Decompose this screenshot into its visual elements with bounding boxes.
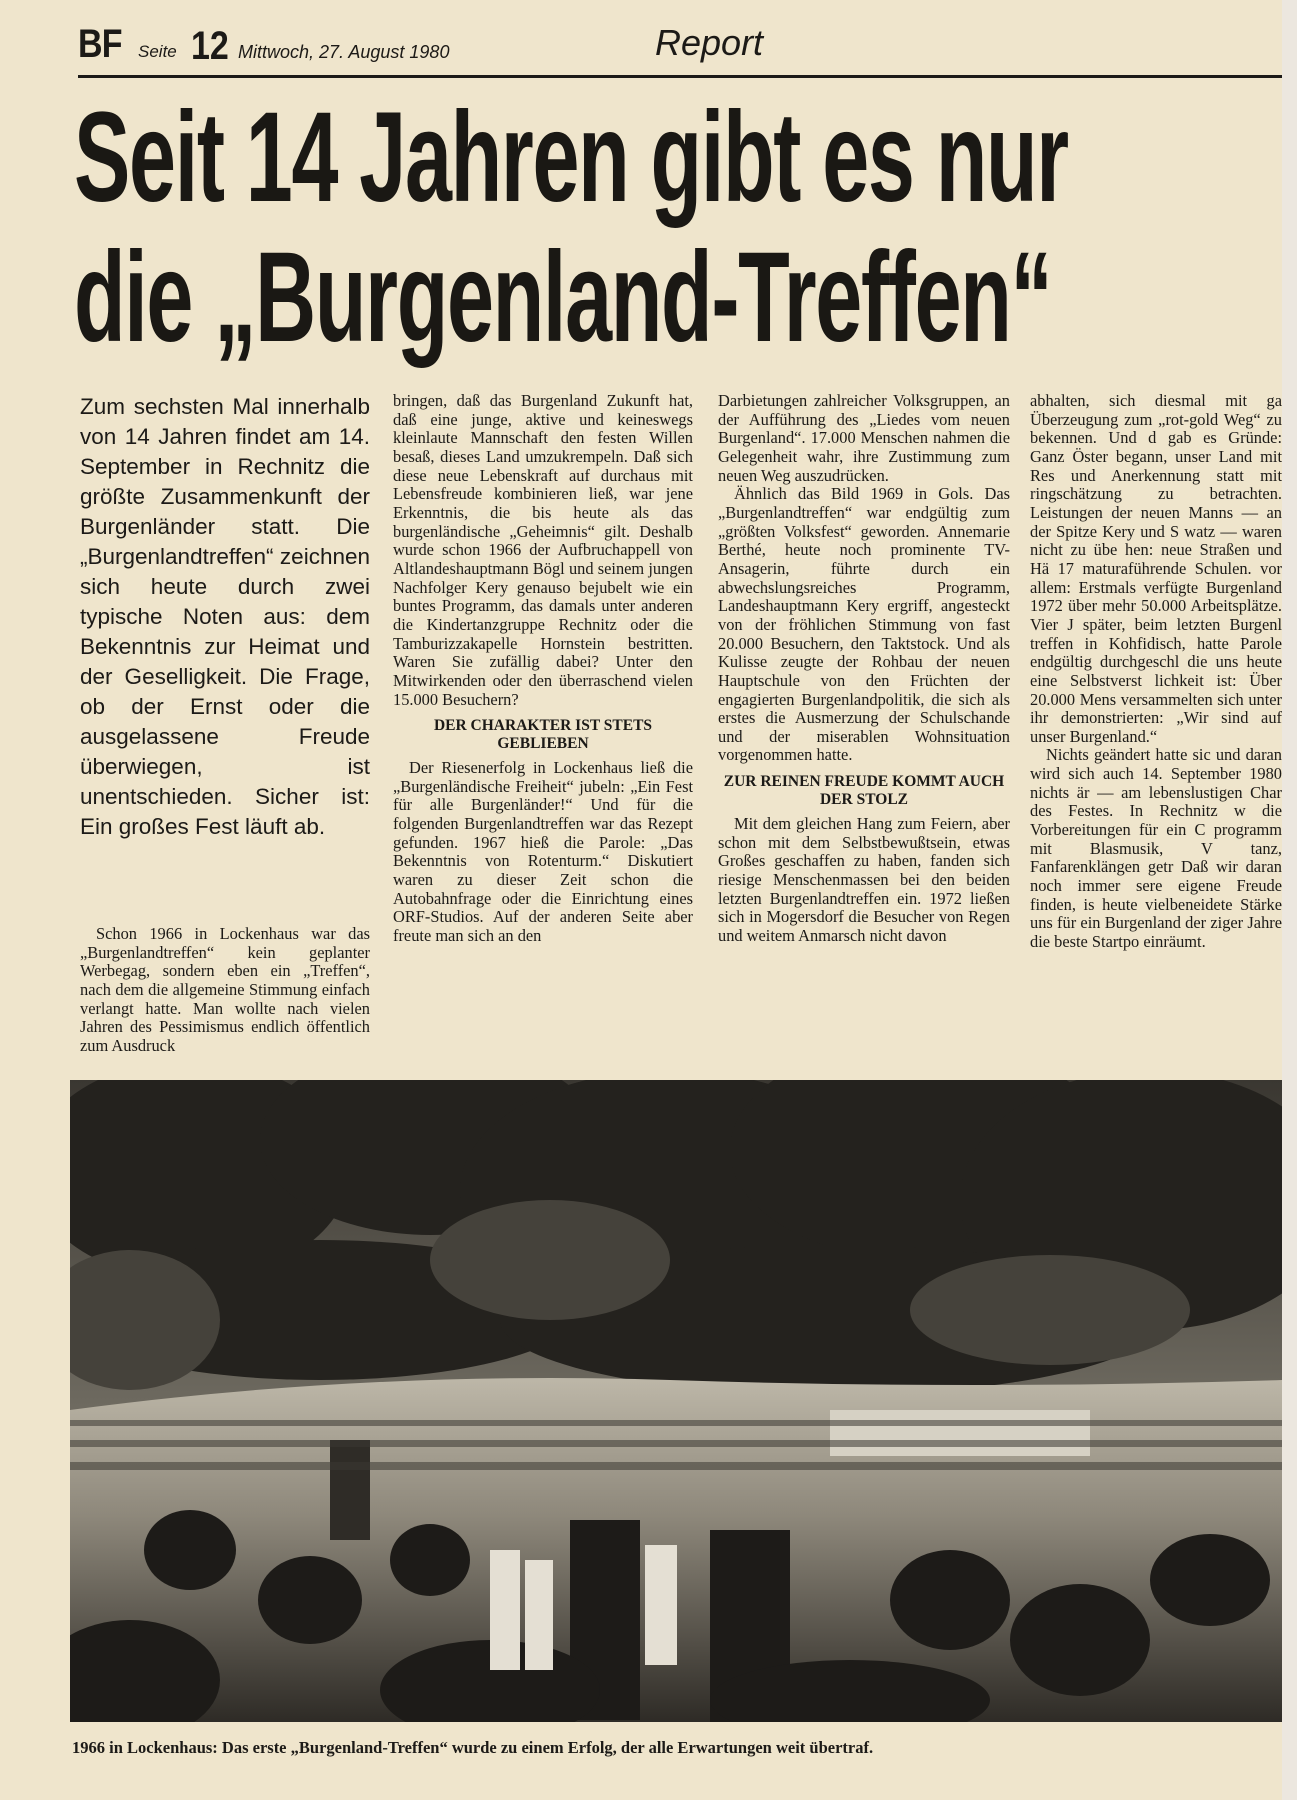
column-2-paragraph-1: bringen, daß das Burgenland Zukunft hat, daß eine junge, aktive und keineswegs kleinlaute Mannschaft den festen Willen besaß, dieses Land umzukrempeln. Daß sich diese neue Lebenskraft auf durchaus mit Lebensfreude kombinieren ließ, war jene Erkenntnis, die bis heute als das burgenländische „Geheimnis“ gilt. Deshalb wurde schon 1966 der Aufbruchappell von Altlandeshauptmann Bögl und seinem jungen Nachfolger Kery genauso bejubelt wie ein buntes Programm, das damals unter anderen die Kindertanzgruppe Rechnitz oder die Tamburizzakapelle Hornstein bestritten. Waren Sie zufällig dabei? Unter den Mitwirkenden oder den überraschend vielen 15.000 Besuchern? (393, 392, 693, 709)
page-header (78, 20, 1297, 74)
headline (74, 86, 1297, 369)
page-label: Seite (138, 42, 177, 61)
column-1-paragraph: Schon 1966 in Lockenhaus war das „Burgenlandtreffen“ kein geplanter Werbegag, sondern eben ein „Treffen“, nach dem die allgemeine Stimmung einfach verlangt hatte. Man wollte nach vielen Jahren des Pessimismus endlich öffentlich zum Ausdruck (80, 925, 370, 1055)
column-3-paragraph-2: Ähnlich das Bild 1969 in Gols. Das „Burgenlandtreffen“ war endgültig zum „größten Volksfest“ geworden. Annemarie Berthé, heute noch prominente TV-Ansagerin, führte durch ein abwechslungsreiches Programm, Landeshauptmann Kery ergriff, angesteckt von der fröhlichen Stimmung von fast 20.000 Besuchern, den Taktstock. Und als Kulisse zeugte der Rohbau der neuen Hauptschule von den Früchten der engagierten Burgenlandpolitik, die sich als erstes die Ausmerzung der Schulschande und der miserablen Wohnsituation vorgenommen hatte. (718, 484, 1010, 765)
subheading-freude: ZUR REINEN FREUDE KOMMT AUCH DER STOLZ (723, 773, 1005, 809)
page-number: 12 (191, 24, 229, 68)
column-2-paragraph-2: Der Riesenerfolg in Lockenhaus ließ die „Burgenländische Freiheit“ jubeln: „Ein Fest für alle Burgenländer!“ Und für die folgenden Burgenlandtreffen war das Rezept gefunden. 1967 hieß die Parole: „Das Bekenntnis von Rotenturm.“ Diskutiert waren zu dieser Zeit schon die Autobahnfrage oder die Einrichtung eines ORF-Studios. Auf der anderen Seite aber freute man sich an den (393, 758, 693, 946)
column-3-paragraph-1: Darbietungen zahlreicher Volksgruppen, an der Aufführung des „Liedes vom neuen Burgenland“. 17.000 Menschen nahmen die Gelegenheit wahr, ihre Zustimmung zum neuen Weg auszudrücken. (718, 392, 1010, 485)
article-column-1 (80, 925, 370, 1056)
column-4-paragraph-2: Nichts geändert hatte sic und daran wird sich auch 14. September 1980 nichts är — am lebenslustigen Char des Festes. In Rechnitz w die Vorbereitungen für ein C programm mit Blasmusik, V tanz, Fanfarenklängen getr Daß wir daran noch immer sere eigene Freude finden, is heute vielbeneidete Stärke uns für ein Burgenland der ziger Jahre die beste Startpo einräumt. (1030, 745, 1282, 952)
page-edge (1282, 0, 1297, 1800)
photo-caption: 1966 in Lockenhaus: Das erste „Burgenland-Treffen“ wurde zu einem Erfolg, der alle Erwartungen weit übertraf. (72, 1738, 874, 1757)
article-column-4 (1030, 392, 1282, 952)
paper-brand: BF (78, 22, 122, 66)
header-rule (78, 75, 1297, 78)
headline-line-2: die „Burgenland-Treffen“ (74, 226, 1052, 369)
subheading-charakter: DER CHARAKTER IST STETS GEBLIEBEN (433, 717, 653, 753)
article-column-3 (718, 392, 1010, 946)
crowd-photo-graphic (70, 1080, 1282, 1722)
crowd-photo (70, 1080, 1282, 1722)
issue-date: Mittwoch, 27. August 1980 (238, 42, 450, 62)
headline-line-1: Seit 14 Jahren gibt es nur (74, 86, 1068, 229)
lead-paragraph: Zum sechsten Mal innerhalb von 14 Jahren findet am 14. September in Rechnitz die größte Zusammenkunft der Burgenländer statt. Die „Burgenlandtreffen“ zeichnen sich heute durch zwei typische Noten aus: dem Bekenntnis zur Heimat und der Geselligkeit. Die Frage, ob der Ernst oder die ausgelassene Freude überwiegen, ist unentschieden. Sicher ist: Ein großes Fest läuft ab. (80, 394, 370, 839)
article-column-2 (393, 392, 693, 946)
column-4-paragraph-1: abhalten, sich diesmal mit ga Überzeugung zum „rot-gold Weg“ zu bekennen. Und d gab es Gründe: Ganz Öster begann, unser Land mit Res und Anerkennung statt mit ringschätzung zu betrachten. Leistungen der neuen Manns — an der Spitze Kery und S watz — waren nicht zu übe hen: neue Straßen und Hä 17 maturaführende Schulen. vor allem: Erstmals verfügte Burgenland 1972 über mehr 50.000 Arbeitsplätze. Vier J später, beim letzten Burgenl treffen in Kohfidisch, hatte Parole endgültig durchgeschl die uns heute eine Selbstverst lichkeit ist: Über 20.000 Mens versammelten sich unter ihr demonstrierten: „Wir sind auf unser Burgenland.“ (1030, 392, 1282, 746)
column-3-paragraph-3: Mit dem gleichen Hang zum Feiern, aber schon mit dem Selbstbewußtsein, etwas Großes geschaffen zu haben, fanden sich riesige Menschenmassen bei den beiden letzten Burgenlandtreffen ein. 1972 ließen sich in Mogersdorf die Besucher von Regen und weitem Anmarsch nicht davon (718, 814, 1010, 946)
section-rubric: Report (655, 22, 764, 63)
